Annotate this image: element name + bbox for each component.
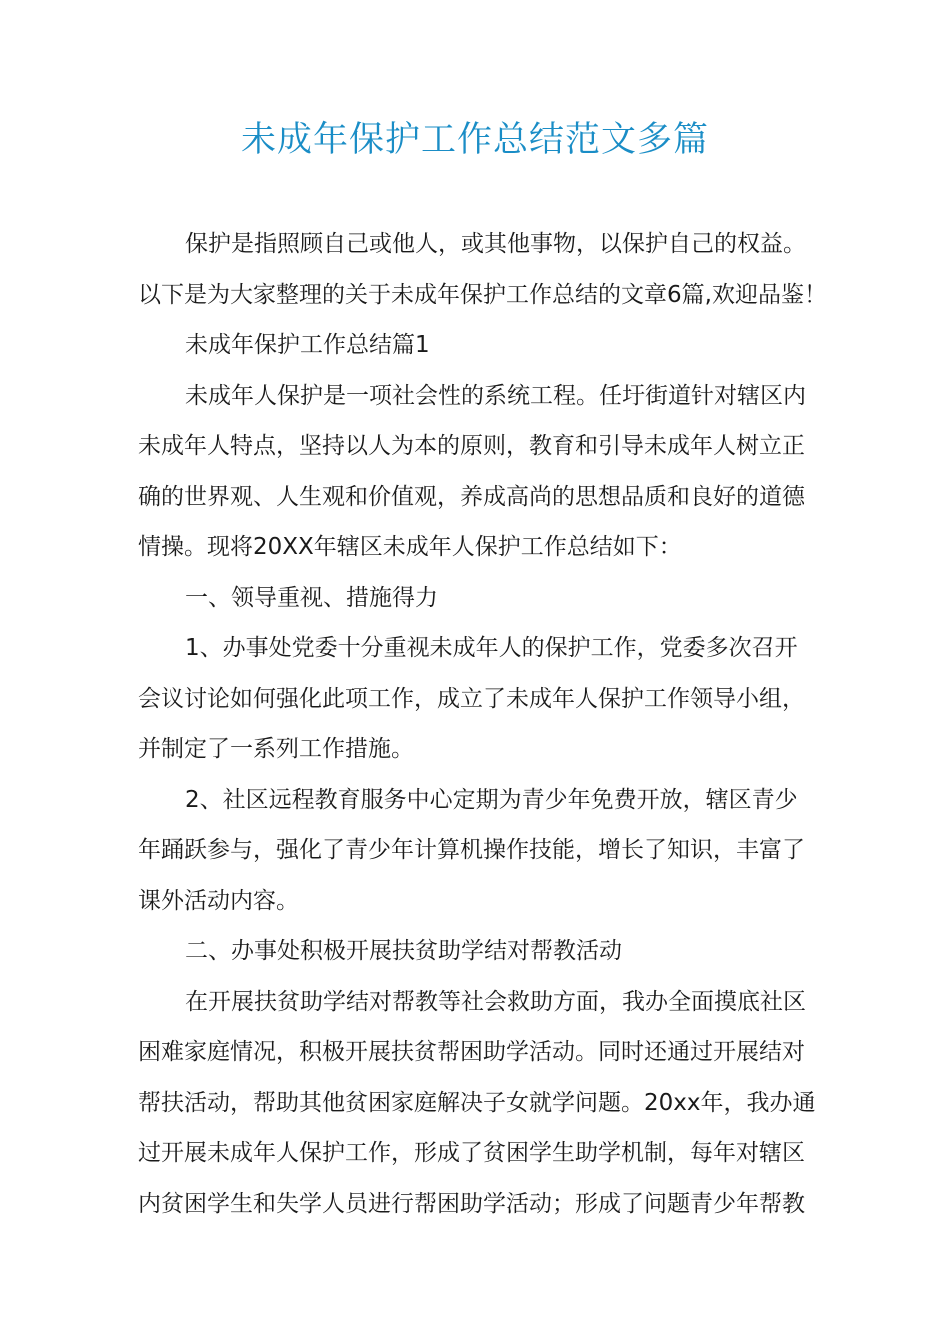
text-line: 在开展扶贫助学结对帮教等社会救助方面，我办全面摸底社区 xyxy=(185,988,806,1015)
text-line: 困难家庭情况，积极开展扶贫帮困助学活动。同时还通过开展结对 xyxy=(138,1039,805,1065)
text-line: 确的世界观、人生观和价值观，养成高尚的思想品质和良好的道德 xyxy=(138,483,805,510)
text-line: 以下是为大家整理的关于未成年保护工作总结的文章6篇,欢迎品鉴！ xyxy=(138,281,827,308)
text-line: 保护是指照顾自己或他人，或其他事物，以保护自己的权益。 xyxy=(185,231,806,257)
text-line: 过开展未成年人保护工作，形成了贫困学生助学机制，每年对辖区 xyxy=(138,1140,805,1166)
document-title: 未成年保护工作总结范文多篇 xyxy=(240,120,709,160)
text-line: 年踊跃参与，强化了青少年计算机操作技能，增长了知识，丰富了 xyxy=(138,837,805,863)
text-line: 内贫困学生和失学人员进行帮困助学活动；形成了问题青少年帮教 xyxy=(138,1190,805,1217)
text-line: 未成年人保护是一项社会性的系统工程。任圩街道针对辖区内 xyxy=(185,382,806,409)
text-line: 并制定了一系列工作措施。 xyxy=(138,736,414,762)
text-line: 帮扶活动，帮助其他贫困家庭解决子女就学问题。20xx年，我办通 xyxy=(138,1089,816,1116)
text-line: 课外活动内容。 xyxy=(138,887,299,914)
text-line: 会议讨论如何强化此项工作，成立了未成年人保护工作领导小组， xyxy=(138,685,805,712)
text-line: 情操。现将20XX年辖区未成年人保护工作总结如下： xyxy=(138,534,682,560)
text-line: 1、办事处党委十分重视未成年人的保护工作，党委多次召开 xyxy=(185,635,798,661)
text-line: 未成年保护工作总结篇1 xyxy=(185,332,430,358)
text-line: 一、领导重视、措施得力 xyxy=(185,584,438,611)
document-body xyxy=(138,219,828,1229)
text-line: 二、办事处积极开展扶贫助学结对帮教活动 xyxy=(185,938,622,964)
text-line: 2、社区远程教育服务中心定期为青少年免费开放，辖区青少 xyxy=(185,786,798,813)
text-line: 未成年人特点，坚持以人为本的原则，教育和引导未成年人树立正 xyxy=(138,433,805,459)
